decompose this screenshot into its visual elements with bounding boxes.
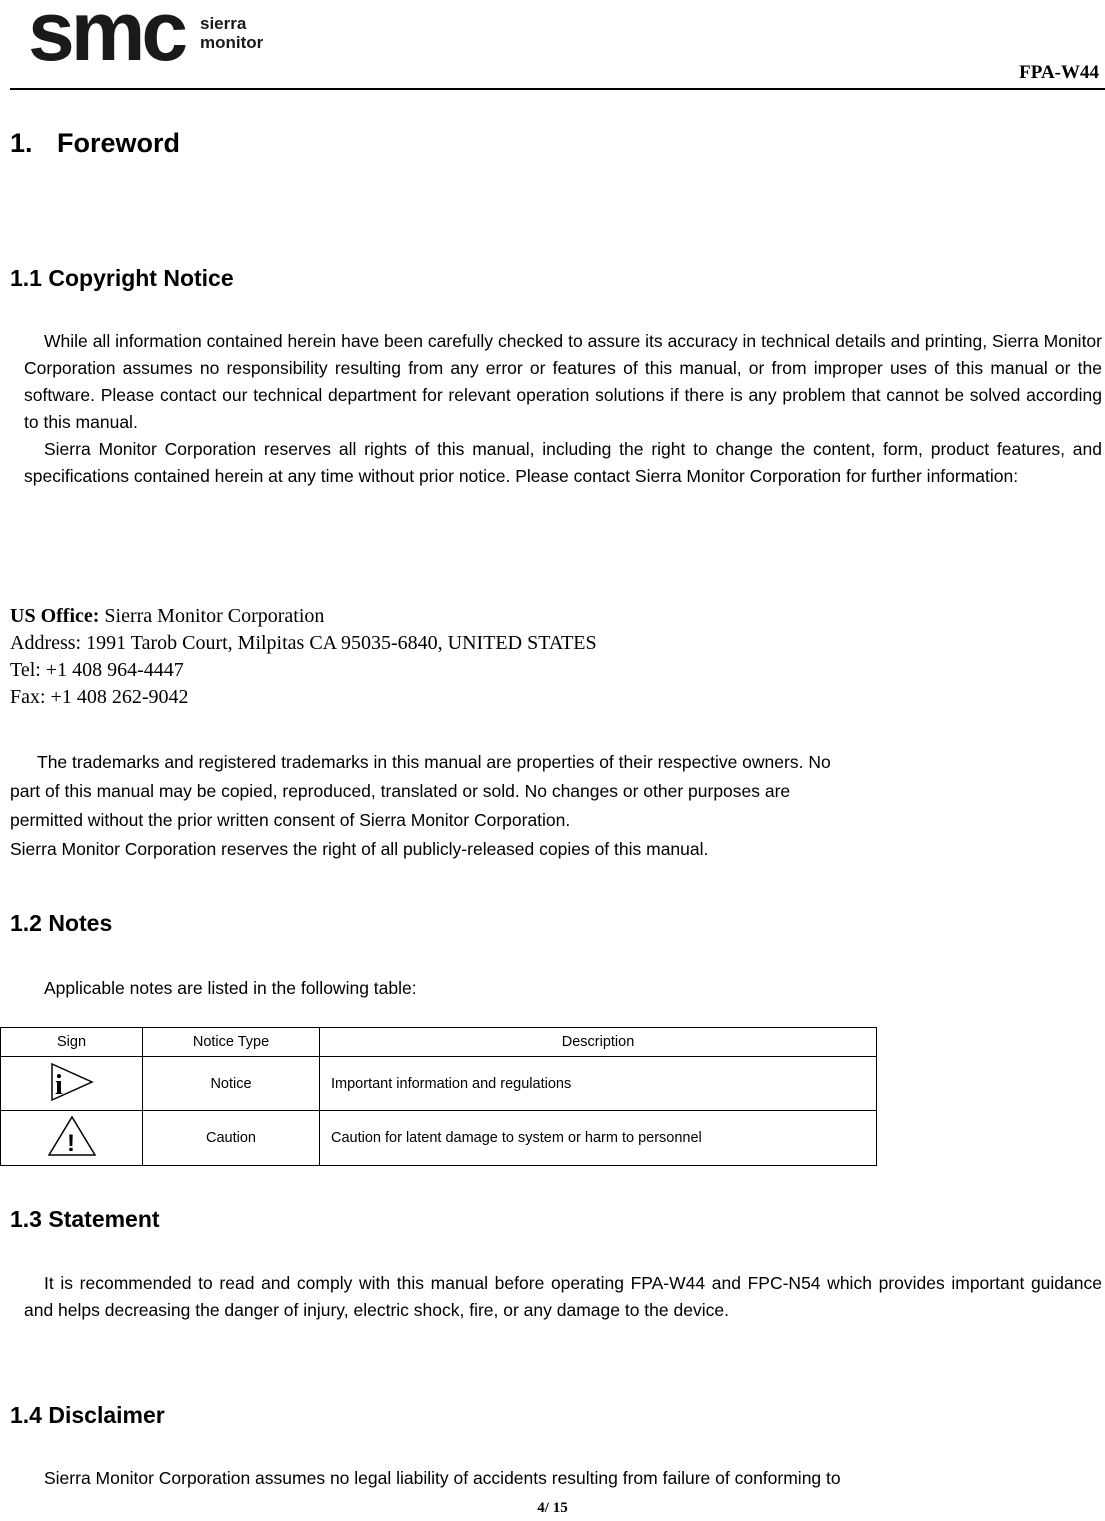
office-value: Sierra Monitor Corporation [99,605,325,627]
table-header-type: Notice Type [143,1028,320,1057]
notice-description-cell: Important information and regulations [320,1057,877,1111]
office-fax: Fax: +1 408 262-9042 [10,686,189,708]
disclaimer-paragraph: Sierra Monitor Corporation assumes no legal liability of accidents resulting from failure of conforming to [44,1468,841,1488]
table-row [1,1057,877,1111]
notes-heading: 1.2 Notes [10,910,113,936]
trademark-line: The trademarks and registered trademarks in this manual are properties of their respective owners. No [37,752,831,772]
page-number: 4/ 15 [537,1500,568,1516]
chapter-title: Foreword [57,128,181,158]
caution-description-cell: Caution for latent damage to system or harm to personnel [320,1111,877,1166]
warning-icon [46,1114,98,1158]
document-code: FPA-W44 [1019,62,1099,83]
chapter-number: 1. [10,128,33,158]
trademark-line: Sierra Monitor Corporation reserves the right of all publicly-released copies of this manual. [10,839,709,859]
trademark-line: part of this manual may be copied, reproduced, translated or sold. No changes or other purposes are [10,781,791,801]
info-icon [49,1061,95,1103]
caution-type-cell: Caution [143,1111,320,1166]
trademark-line: permitted without the prior written consent of Sierra Monitor Corporation. [10,810,571,830]
table-row [1,1111,877,1166]
logo-sub-text-1: sierra [200,14,247,33]
contact-block [10,603,597,711]
smc-logo [28,2,278,68]
office-address: Address: 1991 Tarob Court, Milpitas CA 95035-6840, UNITED STATES [10,632,597,654]
logo-sub-text-2: monitor [200,33,264,52]
logo-brand-text: smc [28,2,185,68]
notes-intro-block [24,975,1102,1002]
disclaimer-heading: 1.4 Disclaimer [10,1402,165,1428]
copyright-paragraph: While all information contained herein have been carefully checked to assure its accuracy in technical details and printing, Sierra Monitor Corporation assumes no responsibility resulting from any error or features of this manual, or from improper uses of this manual or the software. Please contact our technical department for relevant operation solutions if there is any problem that cannot be solved according to this manual. [24,331,1102,432]
trademark-text [10,748,1102,864]
svg-text:!: ! [66,1130,75,1157]
statement-paragraph: It is recommended to read and comply with this manual before operating FPA-W44 and FPC-N54 which provides important guidance and helps decreasing the danger of injury, electric shock, fire, or any damage to the device. [24,1273,1102,1320]
notes-intro: Applicable notes are listed in the following table: [44,978,417,998]
chapter-heading [10,128,180,159]
table-header-description: Description [320,1028,877,1057]
notice-sign-cell [1,1057,143,1111]
table-header-row [1,1028,877,1057]
table-header-sign: Sign [1,1028,143,1057]
notice-type-cell: Notice [143,1057,320,1111]
rights-paragraph: Sierra Monitor Corporation reserves all rights of this manual, including the right to change the content, form, product features, and specifications contained herein at any time without prior notice. Please contact Sierra Monitor Corporation for further information: [24,439,1102,486]
copyright-heading: 1.1 Copyright Notice [10,265,234,291]
copyright-text [24,328,1102,490]
statement-heading: 1.3 Statement [10,1206,160,1232]
office-label: US Office: [10,605,100,627]
header-divider [10,88,1105,90]
svg-text:i: i [54,1069,63,1101]
statement-block [24,1270,1102,1324]
notes-table [0,1027,877,1166]
caution-sign-cell [1,1111,143,1166]
office-tel: Tel: +1 408 964-4447 [10,659,184,681]
disclaimer-block [24,1465,1102,1492]
